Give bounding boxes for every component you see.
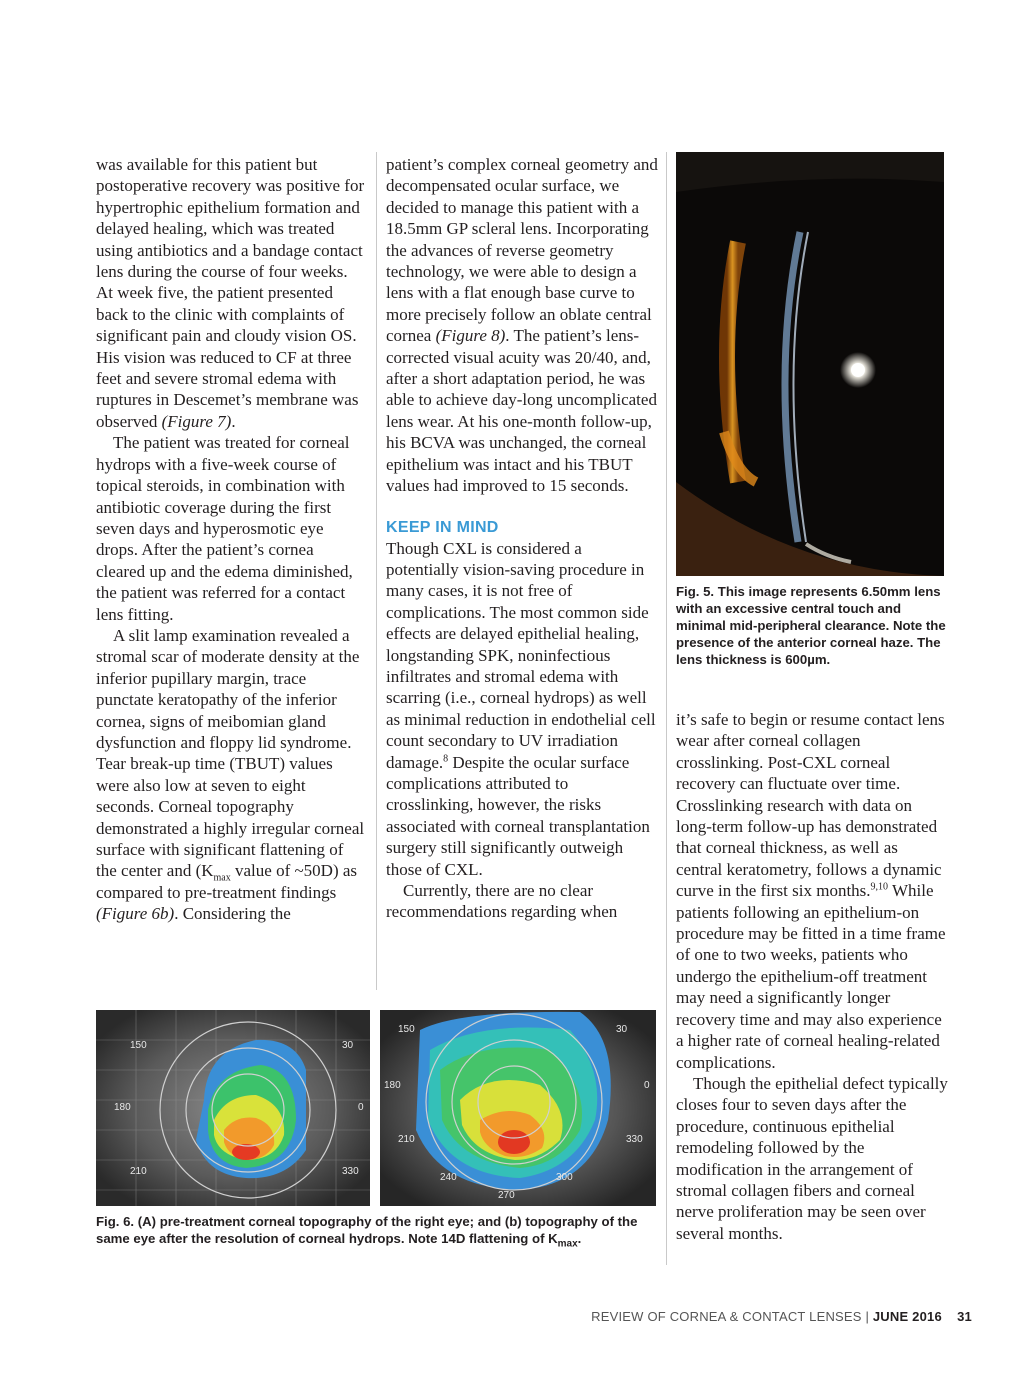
axis-label: 270 (498, 1190, 515, 1201)
paragraph: Though the epithelial defect typically closes four to seven days after the procedure, continuous epithelial remodeling followed by the modification in the arrangement of stromal collagen fibers and corneal nerve proliferation may be seen over several months. (676, 1073, 948, 1243)
paragraph: Though CXL is considered a potentially vision-saving procedure in many cases, it is not free of complications. The most common side effects are delayed epithelial healing, longstanding SPK, noninfectious infiltrates and stromal edema with scarring (i.e., corneal hydrops) as well as minimal reduction in endothelial cell count secondary to UV irradiation damage.$^8$ Despite the ocular surface complications attributed to crosslinking, however, the risks associated with corneal transplantation surgery still significantly outweigh those of CXL. (386, 538, 656, 879)
figure-6a-topography (96, 1010, 370, 1206)
axis-label: 30 (342, 1040, 354, 1051)
figure-6-caption: Fig. 6. (A) pre-treatment corneal topography of the right eye; and (b) topography of the same eye after the resolution of corneal hydrops. Note 14D flattening of $K_{max}$. (96, 1214, 638, 1250)
column-2 (386, 154, 658, 923)
figure-6b-topography (380, 1010, 656, 1206)
axis-label: 210 (398, 1134, 415, 1145)
axis-label: 30 (616, 1024, 628, 1035)
figure-reference[interactable]: (Figure 8) (435, 326, 506, 346)
axis-label: 180 (384, 1080, 401, 1091)
axis-label: 0 (358, 1102, 364, 1113)
figure-5-caption: Fig. 5. This image represents 6.50mm lens with an excessive central touch and minimal mid-peripheral clearance. Note the presence of the anterior corneal haze. The lens thickness is 600µm. (676, 584, 946, 667)
column-divider (376, 152, 377, 990)
corneal-topography-map-b (380, 1010, 656, 1206)
paragraph: patient’s complex corneal geometry and decompensated ocular surface, we decided to manage this patient with a 18.5mm GP scleral lens. Incorporating the advances of reverse geometry technology, we were able to design a lens with a flat enough base curve to more precisely follow an oblate central cornea (Figure 8). The patient’s lens-corrected visual acuity was 20/40, and, after a short adaptation period, he was able to achieve day-long uncomplicated lens wear. At his one-month follow-up, his BCVA was unchanged, the corneal epithelium was intact and his TBUT values had improved to 15 seconds. (386, 155, 658, 496)
paragraph: The patient was treated for corneal hydrops with a five-week course of topical steroids, in combination with antibiotic coverage during the first seven days and hyperosmotic eye drops. After the patient’s cornea cleared up and the edema diminished, the patient was referred for a contact lens fitting. (96, 433, 353, 624)
citation[interactable]: 8 (443, 752, 449, 764)
figure-reference[interactable]: (Figure 6b) (96, 904, 175, 924)
page-footer (591, 1309, 972, 1324)
column-1 (96, 154, 366, 925)
figure-reference[interactable]: (Figure 7) (161, 411, 232, 431)
axis-label: 180 (114, 1102, 131, 1113)
axis-label: 330 (626, 1134, 643, 1145)
page-number: 31 (957, 1309, 972, 1324)
paragraph: A slit lamp examination revealed a stromal scar of moderate density at the inferior pupillary margin, trace punctate keratopathy of the inferior cornea, signs of meibomian gland dysfunction and floppy lid syndrome. Tear break-up time (TBUT) values were also low at seven to eight seconds. Corneal topography demonstrated a highly irregular corneal surface with significant flattening of the center and ($K_{max}$ value of ~50D) as compared to pre-treatment findings (Figure 6b). Considering the (96, 625, 365, 924)
slit-lamp-photo (676, 152, 944, 576)
issue-date: JUNE 2016 (872, 1309, 942, 1324)
axis-label: 330 (342, 1166, 359, 1177)
citation[interactable]: 9,10 (870, 881, 889, 893)
axis-label: 240 (440, 1172, 457, 1183)
paragraph: it’s safe to begin or resume contact lens wear after corneal collagen crosslinking. Post-CXL corneal recovery can fluctuate over time. Crosslinking research with data on long-term follow-up has demonstrated that corneal thickness, as well as central keratometry, follows a dynamic curve in the first six months.$^{9,10}$ While patients following an epithelium-on procedure may be fitted in a time frame of one to two weeks, patients who undergo the epithelium-off treatment may need a significantly longer recovery time and may also experience a higher rate of corneal healing-related complications. (676, 710, 946, 1072)
axis-label: 0 (644, 1080, 650, 1091)
axis-label: 150 (398, 1024, 415, 1035)
figure-5-slit-lamp-image (676, 152, 944, 576)
paragraph: was available for this patient but postoperative recovery was positive for hypertrophic epithelium formation and delayed healing, which was treated using antibiotics and a bandage contact lens during the course of four weeks. At week five, the patient presented back to the clinic with complaints of significant pain and cloudy vision OS. His vision was reduced to CF at three feet and severe stromal edema with ruptures in Descemet’s membrane was observed (Figure 7). (96, 155, 365, 431)
journal-name: REVIEW OF CORNEA & CONTACT LENSES | (591, 1309, 873, 1324)
axis-label: 150 (130, 1040, 147, 1051)
column-divider (666, 705, 667, 1265)
column-3 (676, 709, 948, 1244)
axis-label: 300 (556, 1172, 573, 1183)
paragraph: Currently, there are no clear recommendations regarding when (386, 881, 618, 922)
corneal-topography-map-a (96, 1010, 370, 1206)
section-heading: KEEP IN MIND (386, 518, 499, 536)
axis-label: 210 (130, 1166, 147, 1177)
